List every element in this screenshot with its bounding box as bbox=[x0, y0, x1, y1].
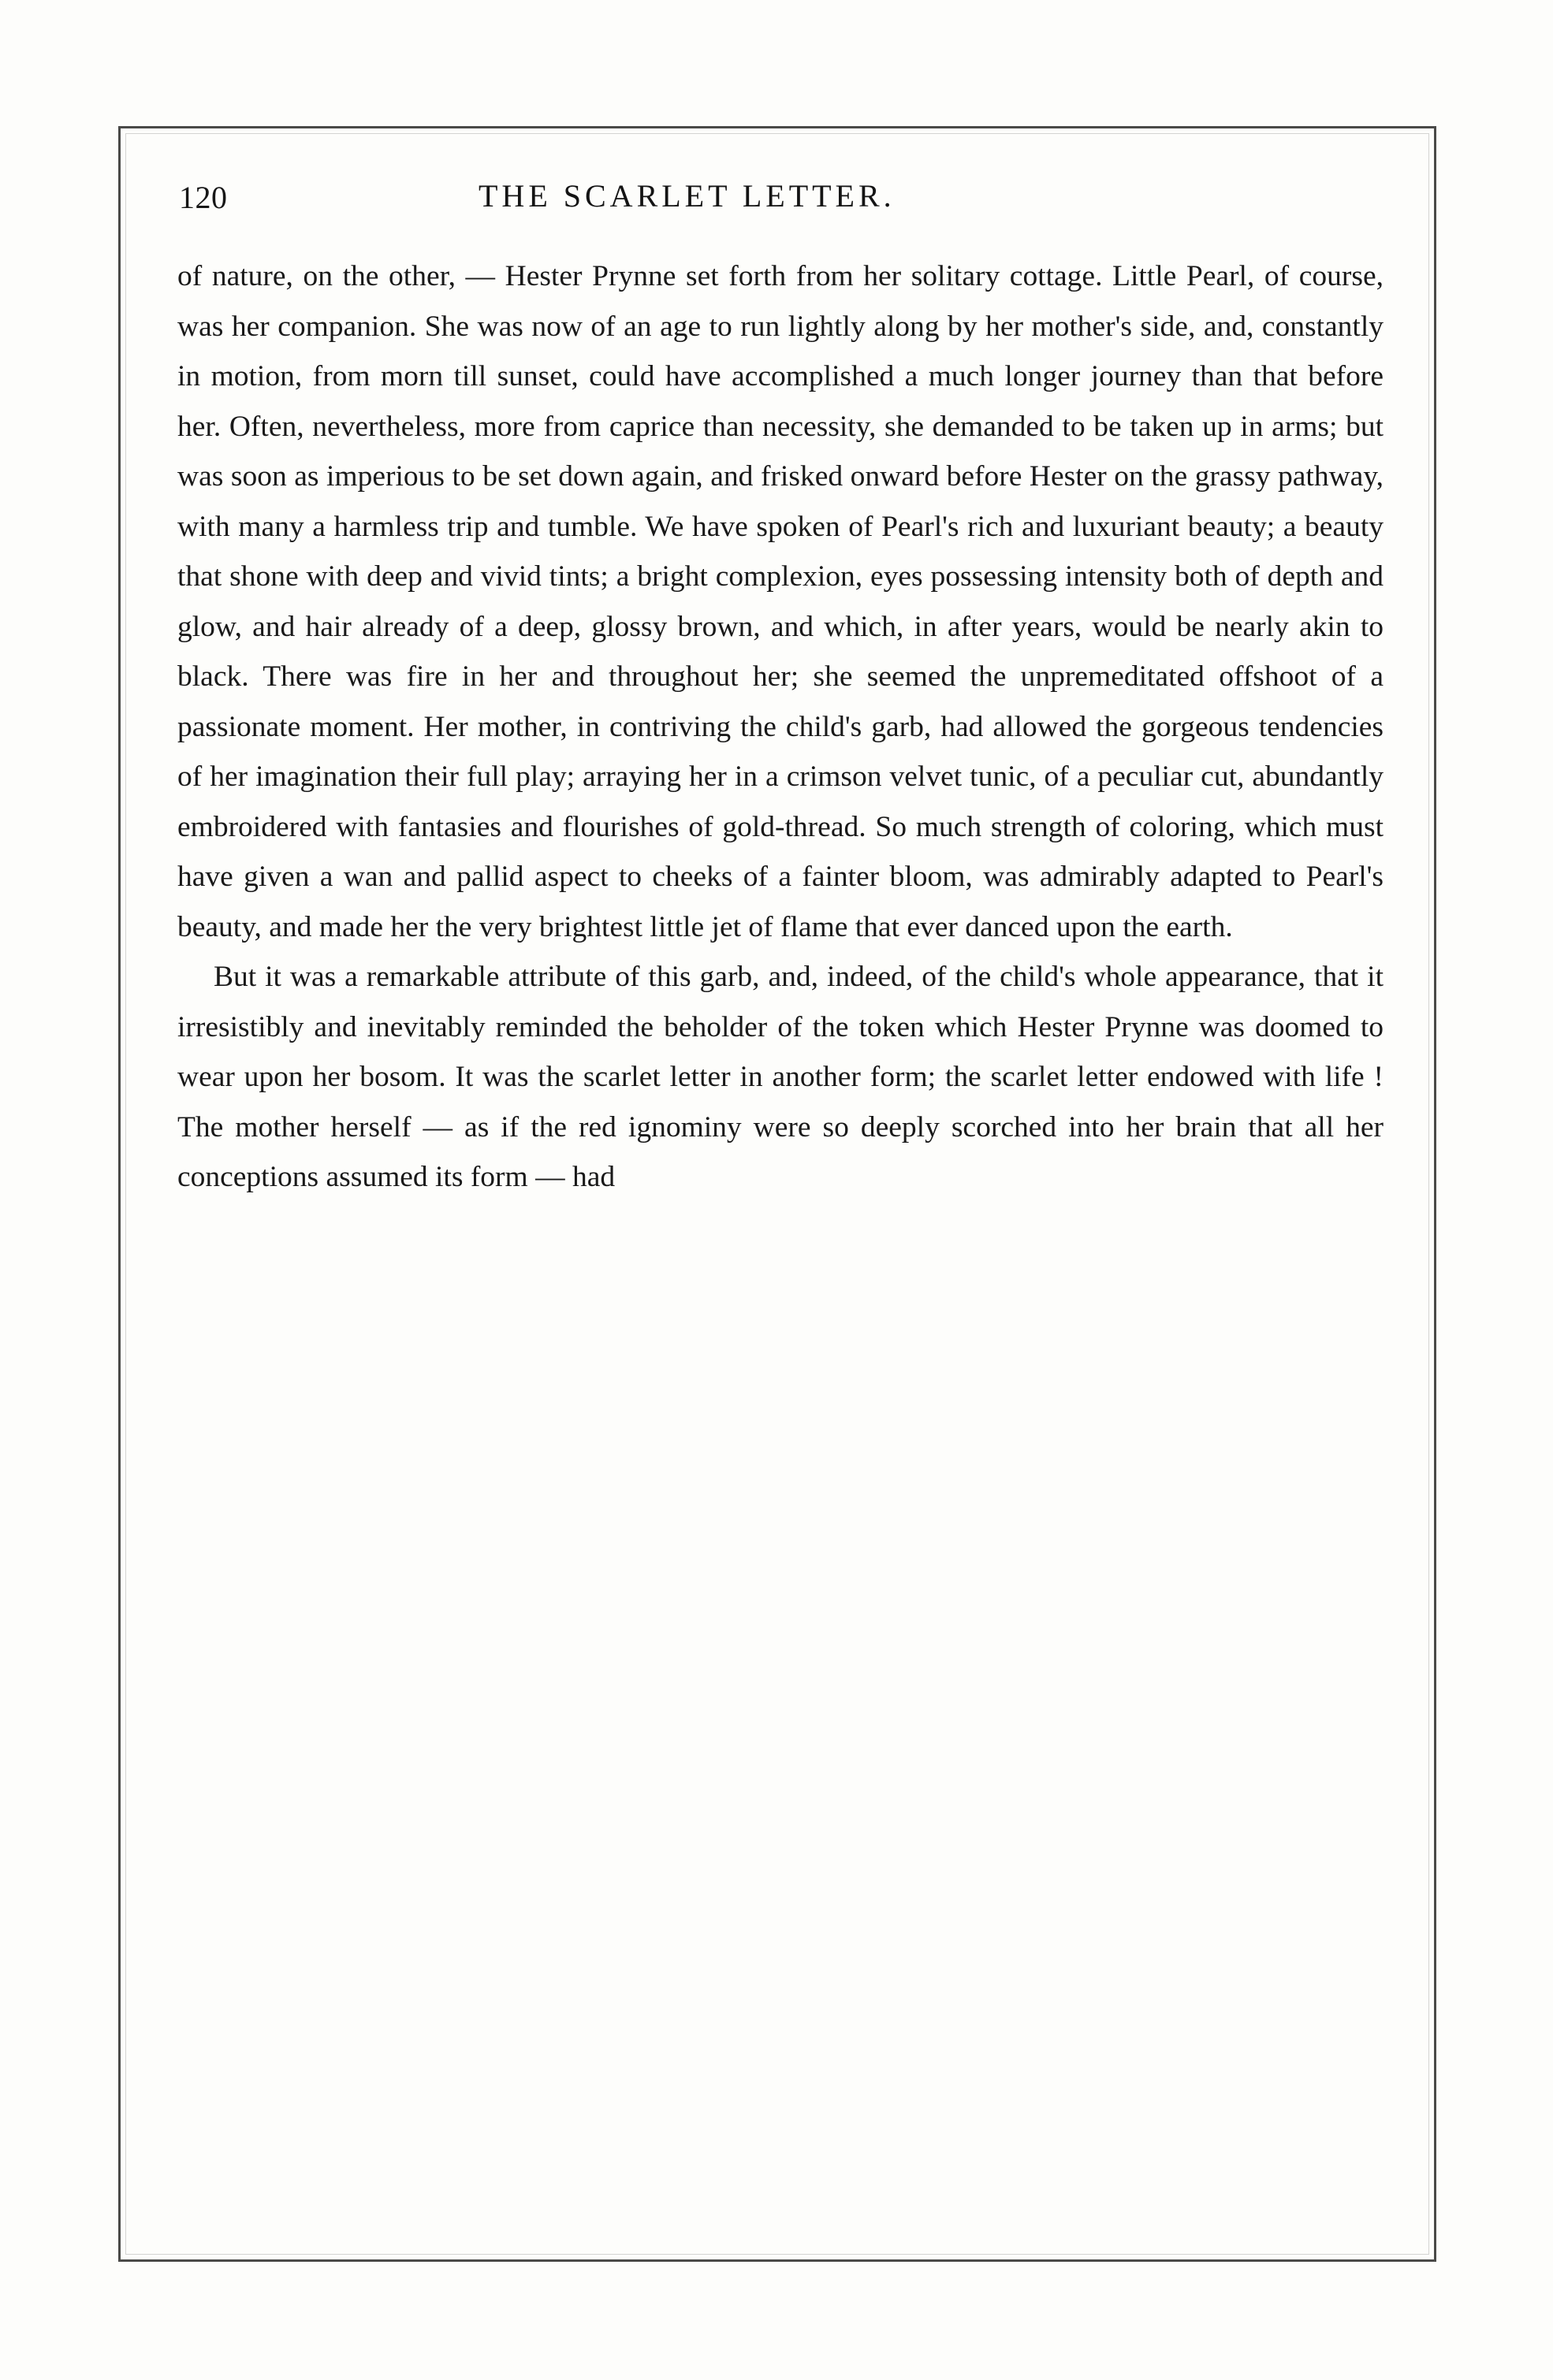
running-head bbox=[177, 162, 1384, 237]
page-number: 120 bbox=[179, 180, 228, 215]
body-text bbox=[177, 251, 1384, 1203]
running-head-title: THE SCARLET LETTER. bbox=[479, 178, 896, 214]
page-content bbox=[177, 162, 1384, 2226]
paragraph: But it was a remarkable attribute of this garb, and, indeed, of the child's whole appearance, that it irresistibly and inevitably reminded the beholder of the token which Hester Prynne was doomed to wear upon her bosom. It was the scarlet letter in another form; the scarlet letter endowed with life ! The mother herself — as if the red ignominy were so deeply scorched into her brain that all her conceptions assumed its form — had bbox=[177, 961, 1384, 1193]
paragraph: of nature, on the other, — Hester Prynne set forth from her solitary cottage. Little Pearl, of course, was her companion. She was now of an age to run lightly along by her mother's side, and, constantly in motion, from morn till sunset, could have accomplished a much longer journey than that before her. Often, nevertheless, more from caprice than necessity, she demanded to be taken up in arms; but was soon as imperious to be set down again, and frisked onward before Hester on the grassy pathway, with many a harmless trip and tumble. We have spoken of Pearl's rich and luxuriant beauty; a beauty that shone with deep and vivid tints; a bright complexion, eyes possessing intensity both of depth and glow, and hair already of a deep, glossy brown, and which, in after years, would be nearly akin to black. There was fire in her and throughout her; she seemed the unpremeditated offshoot of a passionate moment. Her mother, in contriving the child's garb, had allowed the gorgeous tendencies of her imagination their full play; arraying her in a crimson velvet tunic, of a peculiar cut, abundantly embroidered with fantasies and flourishes of gold-thread. So much strength of coloring, which must have given a wan and pallid aspect to cheeks of a fainter bloom, was admirably adapted to Pearl's beauty, and made her the very brightest little jet of flame that ever danced upon the earth. bbox=[177, 260, 1384, 943]
